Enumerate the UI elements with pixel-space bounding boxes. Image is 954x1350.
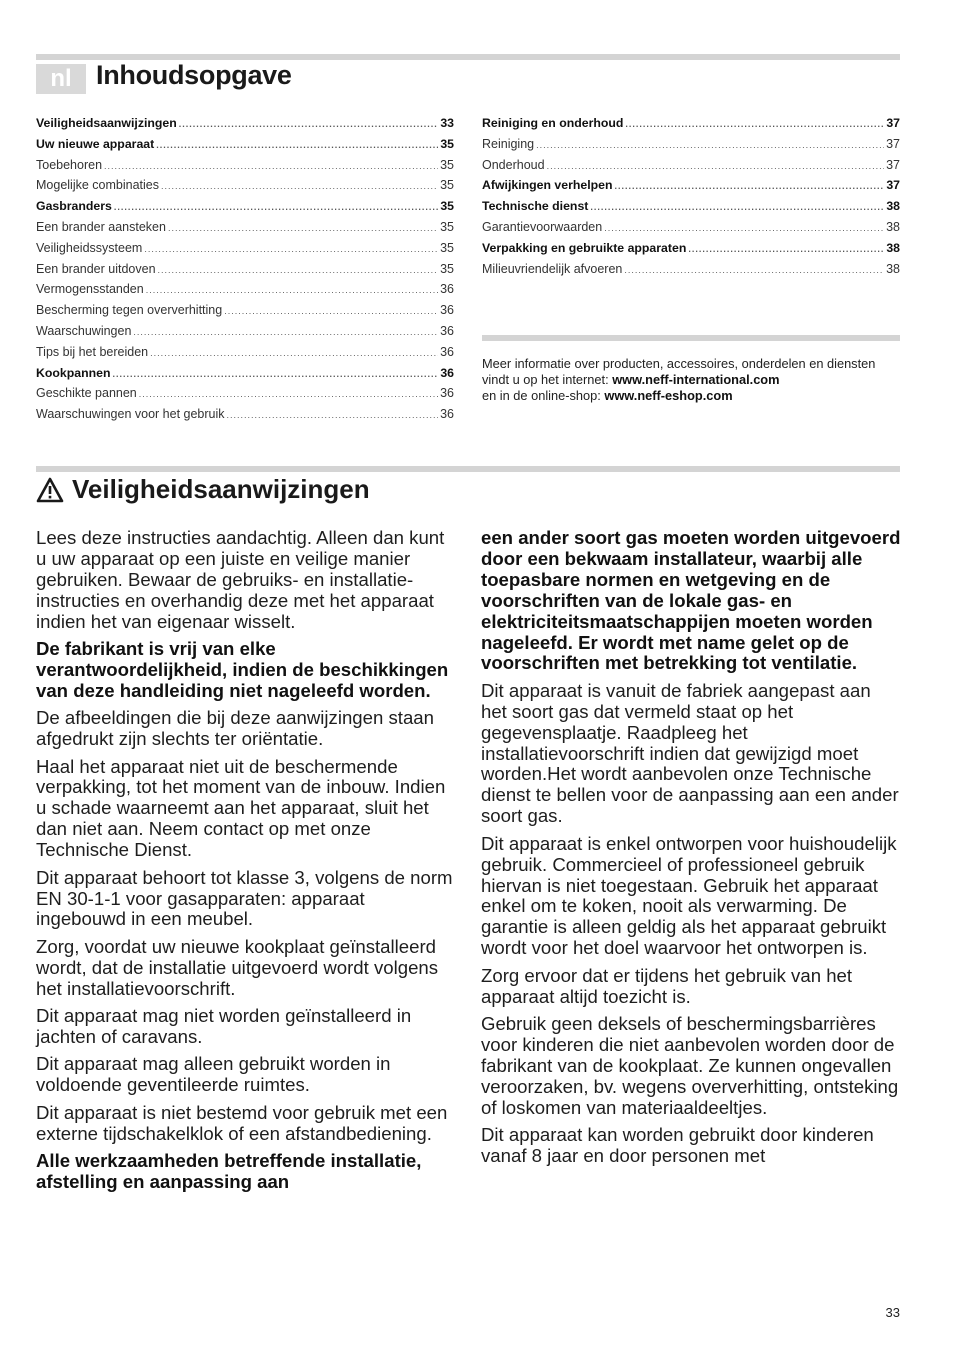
toc-entry[interactable] bbox=[482, 116, 900, 137]
toc-entry[interactable] bbox=[482, 199, 900, 220]
toc-entry-label: Mogelijke combinaties bbox=[36, 178, 159, 193]
toc-entry[interactable] bbox=[36, 324, 454, 345]
toc-leader-dots bbox=[156, 140, 438, 150]
toc-leader-dots bbox=[104, 161, 438, 171]
body-right-column bbox=[481, 528, 901, 1173]
toc-entry-label: Reiniging bbox=[482, 136, 535, 151]
toc-leader-dots bbox=[112, 369, 438, 379]
toc-entry-page: 37 bbox=[886, 116, 900, 130]
toc-right-column bbox=[482, 116, 900, 282]
international-link[interactable]: www.neff-international.com bbox=[612, 372, 780, 388]
toc-entry-label: Tips bij het bereiden bbox=[36, 344, 149, 359]
toc-leader-dots bbox=[590, 202, 884, 212]
paragraph: Zorg ervoor dat er tijdens het gebruik van het apparaat altijd toezicht is. bbox=[481, 964, 853, 1007]
toc-entry[interactable] bbox=[482, 137, 900, 158]
page-number: 33 bbox=[885, 1305, 900, 1320]
toc-leader-dots bbox=[144, 244, 438, 254]
toc-leader-dots bbox=[536, 140, 884, 150]
warning-triangle-icon bbox=[36, 477, 64, 503]
toc-entry[interactable] bbox=[36, 262, 454, 283]
toc-entry-label: Onderhoud bbox=[482, 157, 545, 172]
toc-entry-label: Verpakking en gebruikte apparaten bbox=[482, 240, 687, 255]
toc-leader-dots bbox=[158, 265, 439, 275]
paragraph: Haal het apparaat niet uit de beschermende verpakking, tot het moment van de inbouw. Indien u schade waarneemt aan het apparaat, sluit het dan niet aan. Neem contact op met onze Technische Dienst. bbox=[36, 755, 446, 861]
bold-paragraph: een ander soort gas moeten worden uitgevoerd door een bekwaam installateur, waarbij alle toepasbare normen en wetgeving en de voorschriften van de lokale gas- en elektriciteitsmaatschappijen moeten worden nageleefd. Er wordt met name gelet op de voorschriften met betrekking tot ventilatie. bbox=[481, 527, 901, 674]
toc-entry[interactable] bbox=[36, 220, 454, 241]
info-rule bbox=[482, 335, 900, 341]
bold-paragraph: Alle werkzaamheden betreffende installatie, afstelling en aanpassing aan bbox=[36, 1149, 422, 1192]
toc-entry-label: Afwijkingen verhelpen bbox=[482, 178, 613, 193]
toc-entry[interactable] bbox=[482, 220, 900, 241]
toc-entry[interactable] bbox=[482, 241, 900, 262]
toc-entry[interactable] bbox=[36, 282, 454, 303]
toc-leader-dots bbox=[168, 223, 438, 233]
toc-leader-dots bbox=[150, 348, 438, 358]
toc-entry-page: 36 bbox=[440, 303, 454, 318]
toc-entry-page: 38 bbox=[886, 199, 900, 214]
section-heading bbox=[36, 474, 370, 505]
toc-entry-page: 35 bbox=[440, 219, 454, 234]
toc-entry-page: 36 bbox=[440, 365, 454, 380]
toc-entry-label: Veiligheidssysteem bbox=[36, 240, 143, 255]
page-title: Inhoudsopgave bbox=[96, 60, 292, 90]
toc-entry-label: Reiniging en onderhoud bbox=[482, 116, 624, 130]
toc-entry-page: 35 bbox=[440, 261, 454, 276]
toc-left-column bbox=[36, 116, 454, 428]
toc-entry-page: 37 bbox=[886, 136, 900, 151]
paragraph: Dit apparaat behoort tot klasse 3, volgens de norm EN 30-1-1 voor gasapparaten: apparaat ingebouwd in een meubel. bbox=[36, 866, 453, 930]
toc-entry[interactable] bbox=[482, 158, 900, 179]
toc-entry[interactable] bbox=[482, 262, 900, 283]
toc-leader-dots bbox=[688, 244, 884, 254]
toc-leader-dots bbox=[624, 265, 884, 275]
toc-leader-dots bbox=[224, 306, 438, 316]
toc-entry-page: 35 bbox=[440, 199, 454, 214]
eshop-link[interactable]: www.neff-eshop.com bbox=[604, 388, 733, 404]
toc-entry-label: Een brander aansteken bbox=[36, 219, 166, 234]
toc-entry-label: Geschikte pannen bbox=[36, 386, 137, 401]
paragraph: Zorg, voordat uw nieuwe kookplaat geïnstalleerd wordt, dat de installatie uitgevoerd wordt volgens het installatievoorschrift. bbox=[36, 935, 439, 999]
toc-entry-page: 36 bbox=[440, 282, 454, 297]
toc-leader-dots bbox=[547, 161, 885, 171]
toc-entry-page: 35 bbox=[440, 136, 454, 151]
toc-entry-page: 36 bbox=[440, 386, 454, 401]
toc-entry-page: 35 bbox=[440, 157, 454, 172]
toc-entry-page: 38 bbox=[886, 240, 900, 255]
toc-entry-page: 37 bbox=[886, 157, 900, 172]
toc-entry-page: 36 bbox=[440, 344, 454, 359]
paragraph: Dit apparaat mag alleen gebruikt worden in voldoende geventileerde ruimtes. bbox=[36, 1053, 391, 1096]
info-text-2: en in de online-shop: bbox=[482, 388, 605, 404]
toc-entry[interactable] bbox=[36, 178, 454, 199]
paragraph: Dit apparaat mag niet worden geïnstalleerd in jachten of caravans. bbox=[36, 1005, 412, 1047]
toc-entry[interactable] bbox=[36, 137, 454, 158]
paragraph: De afbeeldingen die bij deze aanwijzingen staan afgedrukt zijn slechts ter oriëntatie. bbox=[36, 707, 434, 750]
toc-entry-label: Uw nieuwe apparaat bbox=[36, 136, 155, 151]
toc-entry-page: 35 bbox=[440, 178, 454, 193]
toc-entry-page: 35 bbox=[440, 240, 454, 255]
language-badge: nl bbox=[36, 64, 86, 94]
toc-entry-label: Bescherming tegen oververhitting bbox=[36, 303, 223, 318]
toc-entry-label: Waarschuwingen voor het gebruik bbox=[36, 407, 225, 422]
toc-entry-label: Waarschuwingen bbox=[36, 323, 132, 338]
section-title: Veiligheidsaanwijzingen bbox=[72, 474, 370, 504]
paragraph: Dit apparaat kan worden gebruikt door kinderen vanaf 8 jaar en door personen met bbox=[481, 1123, 874, 1166]
toc-leader-dots bbox=[146, 285, 438, 295]
toc-leader-dots bbox=[615, 181, 885, 191]
toc-entry[interactable] bbox=[36, 199, 454, 220]
toc-leader-dots bbox=[179, 119, 439, 129]
toc-entry[interactable] bbox=[36, 158, 454, 179]
toc-leader-dots bbox=[161, 181, 438, 191]
paragraph: Lees deze instructies aandachtig. Alleen dan kunt u uw apparaat op een juiste en veilige manier gebruiken. Bewaar de gebruiks- en installatie-instructies en overhandig deze met het apparaat indien het van eigenaar wisselt. bbox=[36, 527, 445, 632]
paragraph: Gebruik geen deksels of beschermingsbarrières voor kinderen die niet aanbevolen worden door de fabrikant van de kookplaat. Ze kunnen ongevallen veroorzaken, bv. wegens oververhitting, ontsteking of loskomen van materiaaldeeltjes. bbox=[481, 1012, 899, 1118]
toc-entry[interactable] bbox=[36, 303, 454, 324]
body-left-column bbox=[36, 528, 456, 1199]
toc-entry-page: 38 bbox=[886, 219, 900, 234]
toc-entry[interactable] bbox=[36, 386, 454, 407]
toc-leader-dots bbox=[139, 389, 438, 399]
toc-entry-label: Vermogensstanden bbox=[36, 282, 144, 297]
toc-entry[interactable] bbox=[482, 178, 900, 199]
toc-entry-label: Toebehoren bbox=[36, 157, 103, 172]
info-block bbox=[482, 356, 900, 405]
bold-paragraph: De fabrikant is vrij van elke verantwoordelijkheid, indien de beschikkingen van deze handleiding niet nageleefd worden. bbox=[36, 638, 449, 701]
toc-entry-page: 36 bbox=[440, 323, 454, 338]
toc-entry-page: 38 bbox=[886, 261, 900, 276]
paragraph: Dit apparaat is vanuit de fabriek aangepast aan het soort gas dat vermeld staat op het gegevensplaatje. Raadpleeg het installatievoorschrift indien dat gewijzigd moet worden.Het wordt aanbevolen onze Technische dienst te bellen voor de aanpassing aan een ander soort gas. bbox=[481, 679, 899, 827]
toc-entry-label: Technische dienst bbox=[482, 199, 589, 214]
toc-entry-label: Veiligheidsaanwijzingen bbox=[36, 116, 177, 130]
toc-entry[interactable] bbox=[36, 366, 454, 387]
toc-leader-dots bbox=[227, 410, 439, 420]
paragraph: Dit apparaat is enkel ontworpen voor huishoudelijk gebruik. Commercieel of professioneel gebruik hiervan is niet toegestaan. Gebruik het apparaat enkel om te koken, nooit als verwarming. De garantie is alleen geldig als het apparaat gebruikt wordt voor het doel waarvoor het ontworpen is. bbox=[481, 832, 897, 959]
toc-entry-page: 36 bbox=[440, 407, 454, 422]
toc-entry-page: 37 bbox=[886, 178, 900, 193]
info-text-1: Meer informatie over producten, accessoires, onderdelen en diensten vindt u op het internet: bbox=[482, 356, 876, 388]
toc-entry-label: Gasbranders bbox=[36, 199, 112, 214]
toc-entry[interactable] bbox=[36, 407, 454, 428]
paragraph: Dit apparaat is niet bestemd voor gebruik met een externe tijdschakelklok of een afstandbediening. bbox=[36, 1101, 448, 1144]
toc-entry-label: Een brander uitdoven bbox=[36, 261, 156, 276]
toc-entry[interactable] bbox=[36, 241, 454, 262]
toc-entry[interactable] bbox=[36, 345, 454, 366]
toc-entry[interactable] bbox=[36, 116, 454, 137]
section-rule bbox=[36, 466, 900, 472]
toc-leader-dots bbox=[114, 202, 438, 212]
toc-entry-label: Kookpannen bbox=[36, 365, 111, 380]
toc-leader-dots bbox=[625, 119, 884, 129]
toc-entry-label: Milieuvriendelijk afvoeren bbox=[482, 261, 623, 276]
toc-leader-dots bbox=[133, 327, 438, 337]
toc-entry-page: 33 bbox=[440, 116, 454, 130]
toc-entry-label: Garantievoorwaarden bbox=[482, 219, 603, 234]
toc-leader-dots bbox=[604, 223, 884, 233]
